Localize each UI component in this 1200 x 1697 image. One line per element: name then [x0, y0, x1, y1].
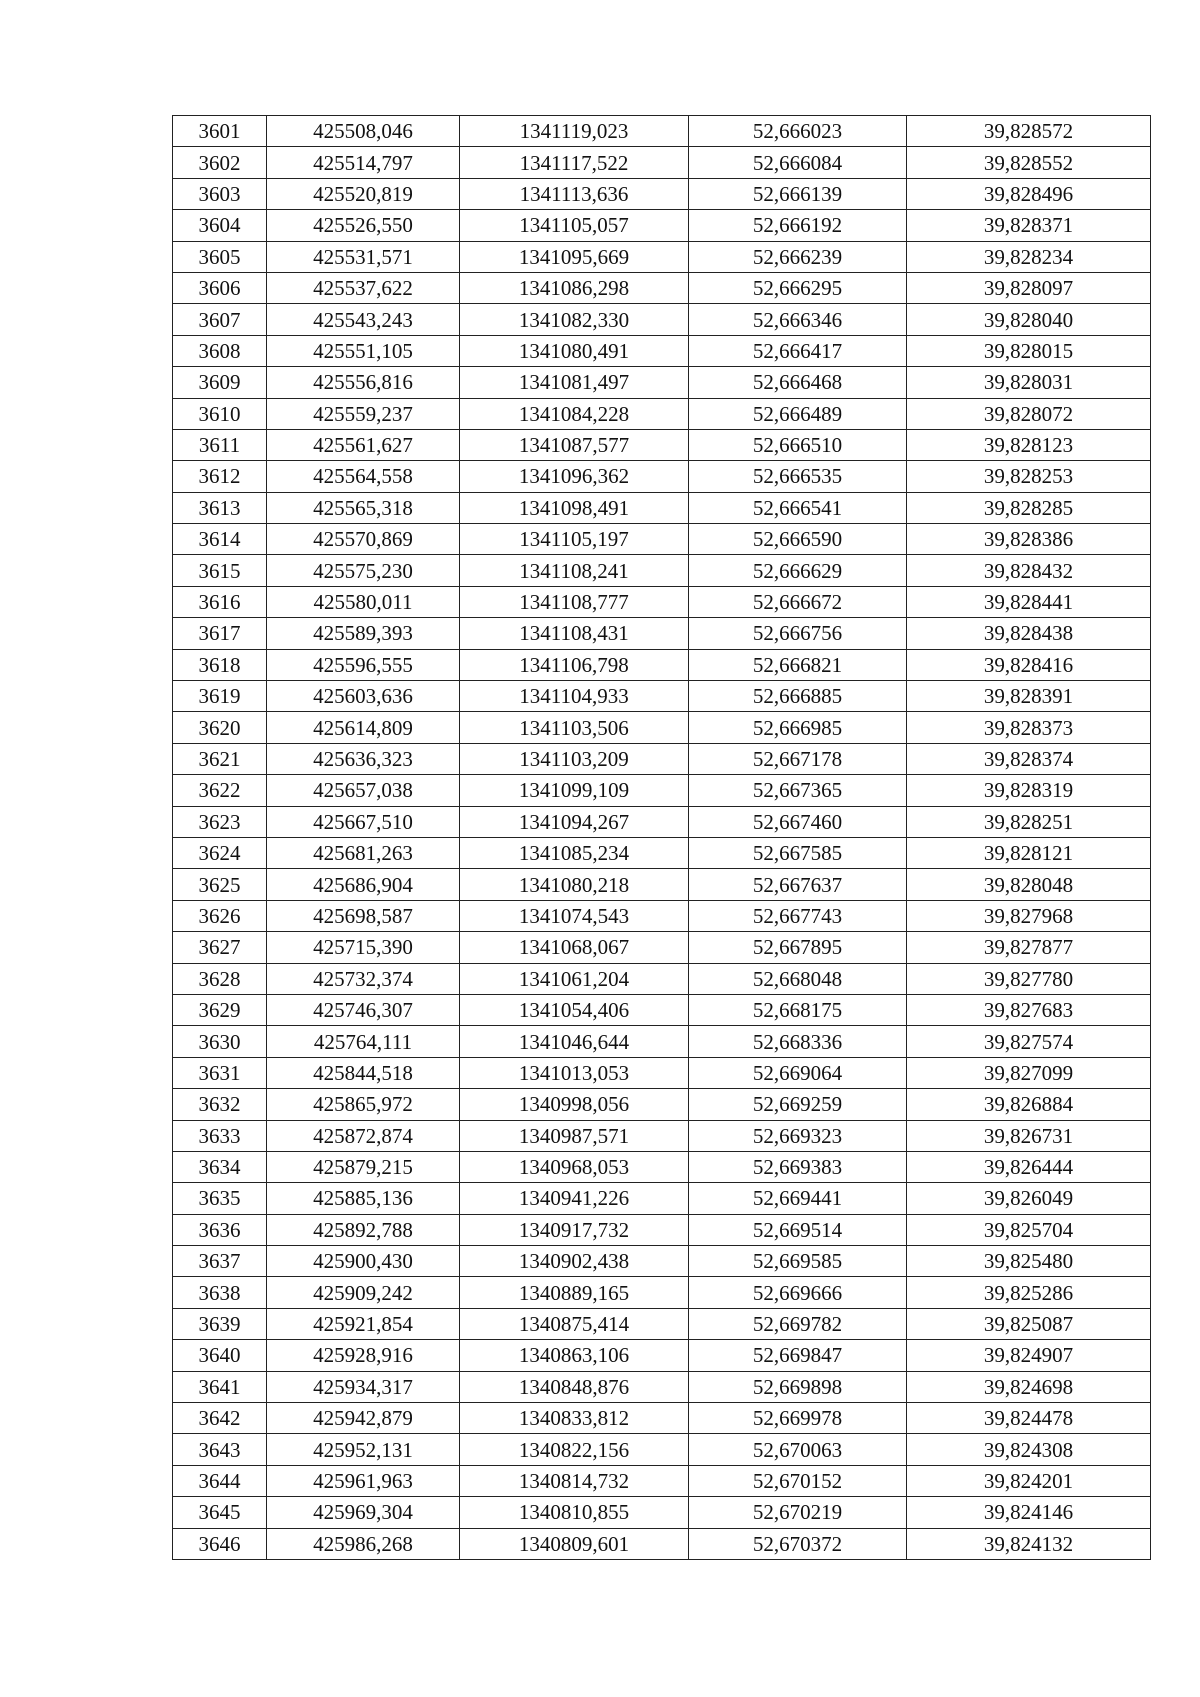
longitude-cell: 39,828285 [907, 492, 1151, 523]
table-row [173, 649, 1151, 680]
y-coordinate-cell: 1341080,491 [460, 335, 689, 366]
table-row [173, 1277, 1151, 1308]
point-number-cell: 3603 [173, 178, 267, 209]
latitude-cell: 52,667365 [689, 775, 907, 806]
latitude-cell: 52,666535 [689, 461, 907, 492]
x-coordinate-cell: 425570,869 [267, 524, 460, 555]
y-coordinate-cell: 1341074,543 [460, 900, 689, 931]
latitude-cell: 52,669441 [689, 1183, 907, 1214]
y-coordinate-cell: 1340833,812 [460, 1403, 689, 1434]
y-coordinate-cell: 1340863,106 [460, 1340, 689, 1371]
point-number-cell: 3624 [173, 837, 267, 868]
latitude-cell: 52,666672 [689, 586, 907, 617]
y-coordinate-cell: 1341119,023 [460, 116, 689, 147]
y-coordinate-cell: 1340889,165 [460, 1277, 689, 1308]
point-number-cell: 3605 [173, 241, 267, 272]
longitude-cell: 39,828552 [907, 147, 1151, 178]
y-coordinate-cell: 1341104,933 [460, 681, 689, 712]
point-number-cell: 3636 [173, 1214, 267, 1245]
table-row [173, 461, 1151, 492]
longitude-cell: 39,828374 [907, 743, 1151, 774]
y-coordinate-cell: 1340917,732 [460, 1214, 689, 1245]
latitude-cell: 52,666239 [689, 241, 907, 272]
x-coordinate-cell: 425657,038 [267, 775, 460, 806]
table-row [173, 116, 1151, 147]
longitude-cell: 39,824478 [907, 1403, 1151, 1434]
x-coordinate-cell: 425686,904 [267, 869, 460, 900]
longitude-cell: 39,825087 [907, 1308, 1151, 1339]
longitude-cell: 39,826049 [907, 1183, 1151, 1214]
point-number-cell: 3607 [173, 304, 267, 335]
x-coordinate-cell: 425603,636 [267, 681, 460, 712]
x-coordinate-cell: 425514,797 [267, 147, 460, 178]
x-coordinate-cell: 425636,323 [267, 743, 460, 774]
longitude-cell: 39,828121 [907, 837, 1151, 868]
longitude-cell: 39,828373 [907, 712, 1151, 743]
point-number-cell: 3616 [173, 586, 267, 617]
longitude-cell: 39,827574 [907, 1026, 1151, 1057]
longitude-cell: 39,828386 [907, 524, 1151, 555]
y-coordinate-cell: 1340809,601 [460, 1528, 689, 1559]
x-coordinate-cell: 425715,390 [267, 932, 460, 963]
latitude-cell: 52,669978 [689, 1403, 907, 1434]
x-coordinate-cell: 425909,242 [267, 1277, 460, 1308]
point-number-cell: 3613 [173, 492, 267, 523]
point-number-cell: 3637 [173, 1246, 267, 1277]
table-row [173, 398, 1151, 429]
x-coordinate-cell: 425537,622 [267, 272, 460, 303]
table-row [173, 1308, 1151, 1339]
table-row [173, 963, 1151, 994]
x-coordinate-cell: 425921,854 [267, 1308, 460, 1339]
point-number-cell: 3631 [173, 1057, 267, 1088]
y-coordinate-cell: 1341103,209 [460, 743, 689, 774]
y-coordinate-cell: 1340848,876 [460, 1371, 689, 1402]
table-row [173, 900, 1151, 931]
latitude-cell: 52,667178 [689, 743, 907, 774]
table-row [173, 1026, 1151, 1057]
y-coordinate-cell: 1341068,067 [460, 932, 689, 963]
latitude-cell: 52,669847 [689, 1340, 907, 1371]
point-number-cell: 3645 [173, 1497, 267, 1528]
table-row [173, 775, 1151, 806]
longitude-cell: 39,828432 [907, 555, 1151, 586]
longitude-cell: 39,827099 [907, 1057, 1151, 1088]
latitude-cell: 52,666468 [689, 367, 907, 398]
latitude-cell: 52,666985 [689, 712, 907, 743]
point-number-cell: 3618 [173, 649, 267, 680]
x-coordinate-cell: 425565,318 [267, 492, 460, 523]
latitude-cell: 52,666510 [689, 429, 907, 460]
y-coordinate-cell: 1341098,491 [460, 492, 689, 523]
latitude-cell: 52,667743 [689, 900, 907, 931]
longitude-cell: 39,824698 [907, 1371, 1151, 1402]
longitude-cell: 39,824146 [907, 1497, 1151, 1528]
x-coordinate-cell: 425580,011 [267, 586, 460, 617]
x-coordinate-cell: 425900,430 [267, 1246, 460, 1277]
longitude-cell: 39,828416 [907, 649, 1151, 680]
longitude-cell: 39,828040 [907, 304, 1151, 335]
latitude-cell: 52,669666 [689, 1277, 907, 1308]
y-coordinate-cell: 1341105,197 [460, 524, 689, 555]
latitude-cell: 52,666885 [689, 681, 907, 712]
latitude-cell: 52,668336 [689, 1026, 907, 1057]
x-coordinate-cell: 425764,111 [267, 1026, 460, 1057]
table-row [173, 1403, 1151, 1434]
y-coordinate-cell: 1341081,497 [460, 367, 689, 398]
table-row [173, 524, 1151, 555]
y-coordinate-cell: 1341086,298 [460, 272, 689, 303]
table-row [173, 618, 1151, 649]
y-coordinate-cell: 1341108,241 [460, 555, 689, 586]
latitude-cell: 52,669383 [689, 1151, 907, 1182]
x-coordinate-cell: 425559,237 [267, 398, 460, 429]
point-number-cell: 3628 [173, 963, 267, 994]
table-row [173, 743, 1151, 774]
longitude-cell: 39,827683 [907, 994, 1151, 1025]
point-number-cell: 3625 [173, 869, 267, 900]
point-number-cell: 3601 [173, 116, 267, 147]
table-row [173, 1151, 1151, 1182]
table-row [173, 869, 1151, 900]
y-coordinate-cell: 1341099,109 [460, 775, 689, 806]
y-coordinate-cell: 1340987,571 [460, 1120, 689, 1151]
y-coordinate-cell: 1340941,226 [460, 1183, 689, 1214]
x-coordinate-cell: 425732,374 [267, 963, 460, 994]
longitude-cell: 39,828319 [907, 775, 1151, 806]
table-row [173, 1497, 1151, 1528]
point-number-cell: 3646 [173, 1528, 267, 1559]
x-coordinate-cell: 425698,587 [267, 900, 460, 931]
point-number-cell: 3632 [173, 1089, 267, 1120]
longitude-cell: 39,826731 [907, 1120, 1151, 1151]
x-coordinate-cell: 425879,215 [267, 1151, 460, 1182]
x-coordinate-cell: 425614,809 [267, 712, 460, 743]
point-number-cell: 3629 [173, 994, 267, 1025]
point-number-cell: 3623 [173, 806, 267, 837]
coordinates-table [172, 115, 1151, 1560]
table-row [173, 1528, 1151, 1559]
y-coordinate-cell: 1340810,855 [460, 1497, 689, 1528]
table-row [173, 1434, 1151, 1465]
point-number-cell: 3619 [173, 681, 267, 712]
coordinates-table-body [173, 116, 1151, 1560]
point-number-cell: 3640 [173, 1340, 267, 1371]
x-coordinate-cell: 425551,105 [267, 335, 460, 366]
longitude-cell: 39,828015 [907, 335, 1151, 366]
y-coordinate-cell: 1341061,204 [460, 963, 689, 994]
longitude-cell: 39,828253 [907, 461, 1151, 492]
y-coordinate-cell: 1341013,053 [460, 1057, 689, 1088]
x-coordinate-cell: 425872,874 [267, 1120, 460, 1151]
latitude-cell: 52,670152 [689, 1465, 907, 1496]
x-coordinate-cell: 425520,819 [267, 178, 460, 209]
table-row [173, 1089, 1151, 1120]
y-coordinate-cell: 1341080,218 [460, 869, 689, 900]
latitude-cell: 52,669064 [689, 1057, 907, 1088]
longitude-cell: 39,828371 [907, 210, 1151, 241]
y-coordinate-cell: 1341108,431 [460, 618, 689, 649]
table-row [173, 178, 1151, 209]
point-number-cell: 3606 [173, 272, 267, 303]
longitude-cell: 39,828072 [907, 398, 1151, 429]
longitude-cell: 39,828048 [907, 869, 1151, 900]
y-coordinate-cell: 1340822,156 [460, 1434, 689, 1465]
y-coordinate-cell: 1341087,577 [460, 429, 689, 460]
point-number-cell: 3634 [173, 1151, 267, 1182]
x-coordinate-cell: 425543,243 [267, 304, 460, 335]
latitude-cell: 52,666489 [689, 398, 907, 429]
x-coordinate-cell: 425564,558 [267, 461, 460, 492]
point-number-cell: 3609 [173, 367, 267, 398]
table-row [173, 1340, 1151, 1371]
point-number-cell: 3641 [173, 1371, 267, 1402]
longitude-cell: 39,825480 [907, 1246, 1151, 1277]
longitude-cell: 39,827780 [907, 963, 1151, 994]
latitude-cell: 52,670063 [689, 1434, 907, 1465]
y-coordinate-cell: 1340902,438 [460, 1246, 689, 1277]
latitude-cell: 52,668048 [689, 963, 907, 994]
y-coordinate-cell: 1341096,362 [460, 461, 689, 492]
longitude-cell: 39,828438 [907, 618, 1151, 649]
longitude-cell: 39,828123 [907, 429, 1151, 460]
longitude-cell: 39,824132 [907, 1528, 1151, 1559]
x-coordinate-cell: 425961,963 [267, 1465, 460, 1496]
latitude-cell: 52,666629 [689, 555, 907, 586]
latitude-cell: 52,666192 [689, 210, 907, 241]
x-coordinate-cell: 425596,555 [267, 649, 460, 680]
y-coordinate-cell: 1340998,056 [460, 1089, 689, 1120]
longitude-cell: 39,824907 [907, 1340, 1151, 1371]
x-coordinate-cell: 425928,916 [267, 1340, 460, 1371]
point-number-cell: 3602 [173, 147, 267, 178]
latitude-cell: 52,667637 [689, 869, 907, 900]
y-coordinate-cell: 1341084,228 [460, 398, 689, 429]
point-number-cell: 3612 [173, 461, 267, 492]
x-coordinate-cell: 425681,263 [267, 837, 460, 868]
longitude-cell: 39,826884 [907, 1089, 1151, 1120]
point-number-cell: 3626 [173, 900, 267, 931]
latitude-cell: 52,668175 [689, 994, 907, 1025]
point-number-cell: 3620 [173, 712, 267, 743]
point-number-cell: 3610 [173, 398, 267, 429]
latitude-cell: 52,666590 [689, 524, 907, 555]
longitude-cell: 39,827968 [907, 900, 1151, 931]
longitude-cell: 39,827877 [907, 932, 1151, 963]
table-row [173, 932, 1151, 963]
point-number-cell: 3622 [173, 775, 267, 806]
point-number-cell: 3644 [173, 1465, 267, 1496]
x-coordinate-cell: 425885,136 [267, 1183, 460, 1214]
latitude-cell: 52,667585 [689, 837, 907, 868]
longitude-cell: 39,828031 [907, 367, 1151, 398]
table-row [173, 555, 1151, 586]
table-row [173, 1183, 1151, 1214]
table-row [173, 681, 1151, 712]
longitude-cell: 39,825704 [907, 1214, 1151, 1245]
x-coordinate-cell: 425952,131 [267, 1434, 460, 1465]
latitude-cell: 52,669585 [689, 1246, 907, 1277]
x-coordinate-cell: 425561,627 [267, 429, 460, 460]
longitude-cell: 39,825286 [907, 1277, 1151, 1308]
x-coordinate-cell: 425508,046 [267, 116, 460, 147]
y-coordinate-cell: 1341085,234 [460, 837, 689, 868]
point-number-cell: 3642 [173, 1403, 267, 1434]
point-number-cell: 3604 [173, 210, 267, 241]
latitude-cell: 52,667460 [689, 806, 907, 837]
latitude-cell: 52,670372 [689, 1528, 907, 1559]
y-coordinate-cell: 1340814,732 [460, 1465, 689, 1496]
latitude-cell: 52,670219 [689, 1497, 907, 1528]
latitude-cell: 52,666023 [689, 116, 907, 147]
y-coordinate-cell: 1341113,636 [460, 178, 689, 209]
longitude-cell: 39,826444 [907, 1151, 1151, 1182]
latitude-cell: 52,666295 [689, 272, 907, 303]
table-row [173, 1120, 1151, 1151]
table-row [173, 210, 1151, 241]
longitude-cell: 39,828234 [907, 241, 1151, 272]
y-coordinate-cell: 1340875,414 [460, 1308, 689, 1339]
latitude-cell: 52,667895 [689, 932, 907, 963]
point-number-cell: 3614 [173, 524, 267, 555]
table-row [173, 712, 1151, 743]
latitude-cell: 52,669514 [689, 1214, 907, 1245]
table-row [173, 492, 1151, 523]
table-row [173, 586, 1151, 617]
table-row [173, 1214, 1151, 1245]
y-coordinate-cell: 1341054,406 [460, 994, 689, 1025]
point-number-cell: 3621 [173, 743, 267, 774]
table-row [173, 1371, 1151, 1402]
x-coordinate-cell: 425844,518 [267, 1057, 460, 1088]
table-row [173, 335, 1151, 366]
table-row [173, 304, 1151, 335]
point-number-cell: 3617 [173, 618, 267, 649]
y-coordinate-cell: 1341117,522 [460, 147, 689, 178]
longitude-cell: 39,828391 [907, 681, 1151, 712]
y-coordinate-cell: 1341108,777 [460, 586, 689, 617]
y-coordinate-cell: 1341094,267 [460, 806, 689, 837]
x-coordinate-cell: 425746,307 [267, 994, 460, 1025]
y-coordinate-cell: 1341082,330 [460, 304, 689, 335]
point-number-cell: 3643 [173, 1434, 267, 1465]
point-number-cell: 3635 [173, 1183, 267, 1214]
y-coordinate-cell: 1341046,644 [460, 1026, 689, 1057]
longitude-cell: 39,828572 [907, 116, 1151, 147]
y-coordinate-cell: 1341095,669 [460, 241, 689, 272]
x-coordinate-cell: 425531,571 [267, 241, 460, 272]
latitude-cell: 52,666346 [689, 304, 907, 335]
point-number-cell: 3608 [173, 335, 267, 366]
x-coordinate-cell: 425575,230 [267, 555, 460, 586]
table-row [173, 806, 1151, 837]
latitude-cell: 52,669259 [689, 1089, 907, 1120]
latitude-cell: 52,669898 [689, 1371, 907, 1402]
y-coordinate-cell: 1341103,506 [460, 712, 689, 743]
longitude-cell: 39,824201 [907, 1465, 1151, 1496]
y-coordinate-cell: 1341105,057 [460, 210, 689, 241]
table-row [173, 1246, 1151, 1277]
longitude-cell: 39,824308 [907, 1434, 1151, 1465]
point-number-cell: 3630 [173, 1026, 267, 1057]
x-coordinate-cell: 425667,510 [267, 806, 460, 837]
table-row [173, 147, 1151, 178]
table-row [173, 1057, 1151, 1088]
point-number-cell: 3627 [173, 932, 267, 963]
longitude-cell: 39,828441 [907, 586, 1151, 617]
table-row [173, 994, 1151, 1025]
x-coordinate-cell: 425969,304 [267, 1497, 460, 1528]
latitude-cell: 52,666084 [689, 147, 907, 178]
latitude-cell: 52,669782 [689, 1308, 907, 1339]
x-coordinate-cell: 425942,879 [267, 1403, 460, 1434]
point-number-cell: 3615 [173, 555, 267, 586]
x-coordinate-cell: 425892,788 [267, 1214, 460, 1245]
longitude-cell: 39,828496 [907, 178, 1151, 209]
latitude-cell: 52,666139 [689, 178, 907, 209]
point-number-cell: 3611 [173, 429, 267, 460]
table-row [173, 241, 1151, 272]
table-row [173, 1465, 1151, 1496]
x-coordinate-cell: 425986,268 [267, 1528, 460, 1559]
point-number-cell: 3639 [173, 1308, 267, 1339]
table-row [173, 272, 1151, 303]
latitude-cell: 52,666756 [689, 618, 907, 649]
latitude-cell: 52,669323 [689, 1120, 907, 1151]
table-row [173, 367, 1151, 398]
x-coordinate-cell: 425556,816 [267, 367, 460, 398]
latitude-cell: 52,666821 [689, 649, 907, 680]
point-number-cell: 3638 [173, 1277, 267, 1308]
latitude-cell: 52,666541 [689, 492, 907, 523]
longitude-cell: 39,828097 [907, 272, 1151, 303]
y-coordinate-cell: 1340968,053 [460, 1151, 689, 1182]
y-coordinate-cell: 1341106,798 [460, 649, 689, 680]
x-coordinate-cell: 425865,972 [267, 1089, 460, 1120]
x-coordinate-cell: 425589,393 [267, 618, 460, 649]
table-row [173, 429, 1151, 460]
point-number-cell: 3633 [173, 1120, 267, 1151]
table-row [173, 837, 1151, 868]
x-coordinate-cell: 425526,550 [267, 210, 460, 241]
x-coordinate-cell: 425934,317 [267, 1371, 460, 1402]
longitude-cell: 39,828251 [907, 806, 1151, 837]
latitude-cell: 52,666417 [689, 335, 907, 366]
